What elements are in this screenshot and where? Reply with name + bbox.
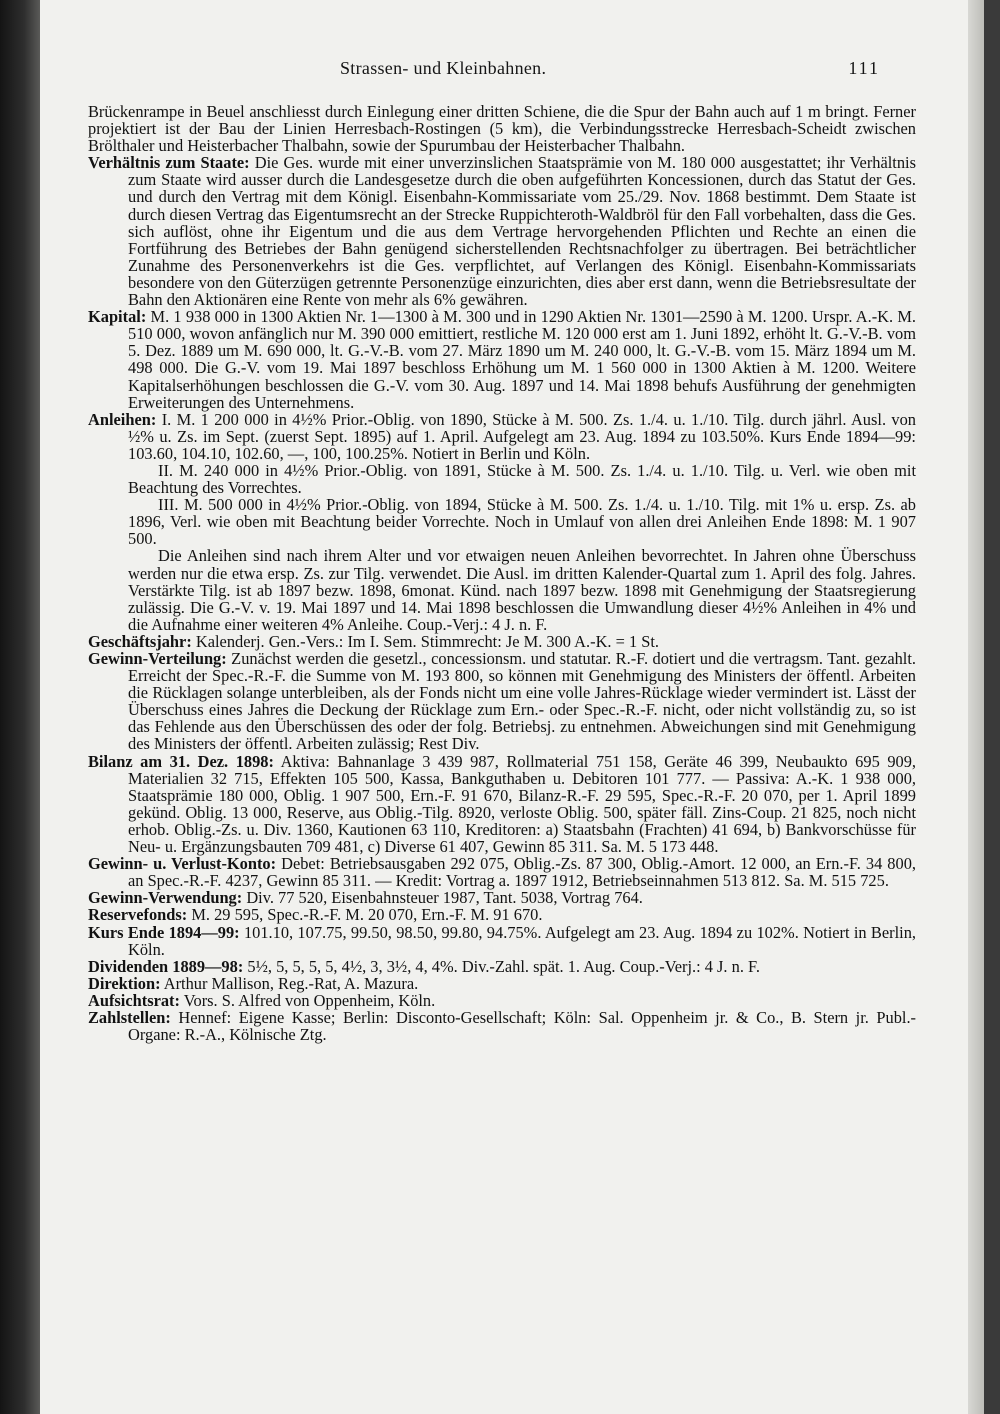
section-text: Aktiva: Bahnanlage 3 439 987, Rollmaterial 751 158, Geräte 46 399, Neubaukto 695 909, Materialien 32 715, Effekten 105 500, Kassa, Bankguthaben u. Debitoren 101 777. — Passiva: A.-K. 1 938 000, Staatsprämie 180 000, Oblig. 1 907 500, Ern.-F. 91 670, Bilanz-R.-F. 29 595, Spec.-R.-F. 20 070, per 1. April 1899 gekünd. Oblig. 13 000, Reserve, aus Oblig.-Tilg. 8920, verloste Oblig. 500, später fäll. Zins-Coup. 21 825, noch nicht erhob. Oblig.-Zs. u. Div. 1360, Kautionen 63 110, Kreditoren: a) Staatsbahn (Frachten) 41 694, b) Bankvorschüsse für Neu- u. Ergänzungsbauten 709 481, c) Diverse 61 407, Gewinn 85 311. Sa. M. 5 173 448. [128, 751, 917, 857]
section-text: Hennef: Eigene Kasse; Berlin: Disconto-Gesellschaft; Köln: Sal. Oppenheim jr. & Co., B. Stern jr. Publ.-Organe: R.-A., Kölnische Ztg. [128, 1007, 916, 1045]
paragraph-text: Brückenrampe in Beuel anschliesst durch Einlegung einer dritten Schiene, die die Spur der Bahn auch auf 1 m bringt. Ferner projektiert ist der Bau der Linien Herresbach-Rostingen (5 km), die Verbindungsstrecke Herresbach-Scheidt zwischen Brölthaler und Heisterbacher Thalbahn, sowie der Spurumbau der Heisterbacher Thalbahn. [88, 102, 916, 156]
section-label: Kapital: [88, 307, 147, 327]
section-zahlstellen [88, 1009, 916, 1043]
running-header [340, 58, 880, 84]
running-title: Strassen- und Kleinbahnen. [340, 58, 547, 78]
section-text: Die Anleihen sind nach ihrem Alter und vor etwaigen neuen Anleihen bevorrechtet. In Jahren ohne Überschuss werden nur die etwa ersp. Zs. zur Tilg. verwendet. Die Ausl. im dritten Kalender-Quartal zum 1. April des folg. Jahres. Verstärkte Tilg. ist ab 1897 bezw. 1898, 6monat. Künd. nach 1897 bezw. 1898 mit Genehmigung der Staatsregierung zulässig. Die G.-V. v. 19. Mai 1897 und 14. Mai 1898 beschlossen die Umwandlung dieser 4½% Anleihen in 4% und die Aufnahme einer weiteren 4% Anleihe. Coup.-Verj.: 4 J. n. F. [128, 546, 916, 634]
section-text: Kalenderj. Gen.-Vers.: Im I. Sem. Stimmrecht: Je M. 300 A.-K. = 1 St. [191, 631, 660, 651]
section-text: I. M. 1 200 000 in 4½% Prior.-Oblig. von 1890, Stücke à M. 500. Zs. 1./4. u. 1./10. Tilg. durch jährl. Ausl. von ½% u. Zs. im Sept. (zuerst Sept. 1895) auf 1. April. Aufgelegt am 23. Aug. 1894 zu 103.50%. Kurs Ende 1894—99: 103.60, 104.10, 102.60, —, 100, 100.25%. Notiert in Berlin und Köln. [128, 409, 916, 463]
section-label: Dividenden 1889—98: [88, 956, 244, 976]
section-label: Zahlstellen: [88, 1007, 171, 1027]
section-text: Div. 77 520, Eisenbahnsteuer 1987, Tant. 5038, Vortrag 764. [242, 888, 643, 908]
section-text: Zunächst werden die gesetzl., concessionsm. und statutar. R.-F. dotiert und die vertragsm. Tant. gezahlt. Erreicht der Spec.-R.-F. die Summe von M. 193 800, so können mit Genehmigung des Ministers der öffentl. Arbeiten die Rücklagen solange unterbleiben, als der Fonds nicht um eine volle Jahres-Rücklage wieder vermindert ist. Lässt der Überschuss eines Jahres die Deckung der Rücklage zum Ern.- oder Spec.-R.-F. nicht, oder nicht vollständig zu, so ist das Fehlende aus den Überschüssen des oder der folg. Betriebsj. zu entnehmen. Abweichungen sind mit Genehmigung des Ministers der öffentl. Arbeiten zulässig; Rest Div. [128, 649, 916, 754]
section-label: Kurs Ende 1894—99: [88, 922, 240, 942]
section-anleihen [88, 411, 916, 462]
section-label: Gewinn- u. Verlust-Konto: [88, 854, 277, 874]
section-text: Vors. S. Alfred von Oppenheim, Köln. [179, 990, 436, 1010]
section-text: Debet: Betriebsausgaben 292 075, Oblig.-Zs. 87 300, Oblig.-Amort. 12 000, an Ern.-F. 34 800, an Spec.-R.-F. 4237, Gewinn 85 311. — Kredit: Vortrag a. 1897 1912, Betriebseinnahmen 513 812. Sa. M. 515 725. [128, 854, 916, 891]
section-dividenden [88, 958, 916, 975]
scan-right-edge [968, 0, 984, 1414]
page-number: 111 [848, 58, 880, 78]
section-gewinn-verwendung [88, 889, 916, 906]
section-text: II. M. 240 000 in 4½% Prior.-Oblig. von 1891, Stücke à M. 500. Zs. 1./4. u. 1./10. Tilg. u. Verl. wie oben mit Beachtung des Vorrechtes. [128, 460, 916, 498]
section-text: III. M. 500 000 in 4½% Prior.-Oblig. von 1894, Stücke à M. 500. Zs. 1./4. u. 1./10. Tilg. mit 1% u. ersp. Zs. ab 1896, Verl. wie oben mit Beachtung beider Vorrechte. Noch in Umlauf von allen drei Anleihen Ende 1898: M. 1 907 500. [128, 495, 916, 549]
section-direktion [88, 975, 916, 992]
section-verhaeltnis-zum-staate [88, 154, 916, 308]
section-label: Gewinn-Verteilung: [88, 649, 227, 668]
section-label: Geschäftsjahr: [88, 631, 192, 651]
section-text: M. 1 938 000 in 1300 Aktien Nr. 1—1300 à M. 300 und in 1290 Aktien Nr. 1301—2590 à M. 1200. Urspr. A.-K. M. 510 000, wovon anfänglich nur M. 390 000 emittiert, restliche M. 120 000 erst am 1. Juni 1892, erhöht lt. G.-V.-B. vom 5. Dez. 1889 um M. 690 000, lt. G.-V.-B. vom 27. März 1890 um M. 240 000, lt. G.-V.-B. vom 15. März 1894 um M. 498 000. Die G.-V. vom 19. Mai 1897 beschloss Erhöhung um M. 1 560 000 in 1300 Aktien à M. 1200. Weitere Kapitalserhöhungen beschlossen die G.-V. vom 30. Aug. 1897 und 14. Mai 1898 behufs Ausführung der genehmigten Erweiterungen des Unternehmens. [128, 307, 916, 412]
paragraph [88, 103, 916, 154]
section-label: Direktion: [88, 973, 161, 993]
section-kapital [88, 308, 916, 411]
section-label: Aufsichtsrat: [88, 990, 180, 1010]
section-label: Gewinn-Verwendung: [88, 888, 243, 908]
section-label: Verhältnis zum Staate: [88, 153, 250, 173]
anleihe-iii [88, 496, 916, 547]
scan-left-edge [0, 0, 40, 1414]
section-bilanz [88, 753, 916, 856]
section-text: M. 29 595, Spec.-R.-F. M. 20 070, Ern.-F. M. 91 670. [187, 905, 543, 925]
anleihe-ii [88, 462, 916, 496]
section-label: Anleihen: [88, 409, 157, 429]
section-reservefonds [88, 906, 916, 923]
section-geschaeftsjahr [88, 633, 916, 650]
anleihen-note [88, 547, 916, 632]
section-aufsichtsrat [88, 992, 916, 1009]
section-gewinn-verlust-konto [88, 855, 916, 889]
section-label: Bilanz am 31. Dez. 1898: [88, 751, 274, 771]
section-label: Reservefonds: [88, 905, 188, 925]
section-text: 5½, 5, 5, 5, 5, 4½, 3, 3½, 4, 4%. Div.-Zahl. spät. 1. Aug. Coup.-Verj.: 4 J. n. F. [243, 956, 760, 976]
document-page [40, 0, 984, 1414]
body-text [88, 103, 916, 1043]
section-text: 101.10, 107.75, 99.50, 98.50, 99.80, 94.75%. Aufgelegt am 23. Aug. 1894 zu 102%. Notiert in Berlin, Köln. [128, 922, 916, 959]
section-text: Arthur Mallison, Reg.-Rat, A. Mazura. [160, 973, 419, 993]
section-text: Die Ges. wurde mit einer unverzinslichen Staatsprämie von M. 180 000 ausgestattet; ihr Verhältnis zum Staate wird ausser durch die Landesgesetze durch die oben aufgeführten Koncessionen, durch das Statut der Ges. und durch den Vertrag mit dem Königl. Eisenbahn-Kommissariate vom 25./29. Nov. 1868 bestimmt. Dem Staate ist durch diesen Vertrag das Eigentumsrecht an der Strecke Ruppichteroth-Waldbröl für den Fall vorbehalten, dass die Ges. sich auflöst, ohne ihr Eigentum und die aus dem Vertrage hervorgehenden Pflichten und Rechte an einen die Fortführung des Betriebes der Bahn genügend sicherstellenden Rechtsnachfolger zu übertragen. Bei beträchtlicher Zunahme des Personenverkehrs ist die Ges. verpflichtet, auf Verlangen des Königl. Eisenbahn-Kommissariats besondere von den Güterzügen getrennte Personenzüge einzurichten, dies aber erst dann, wenn die Betriebsresultate der Bahn den Aktionären eine Rente von mehr als 6% gewähren. [128, 153, 916, 310]
section-gewinn-verteilung [88, 650, 916, 753]
section-kurs [88, 924, 916, 958]
